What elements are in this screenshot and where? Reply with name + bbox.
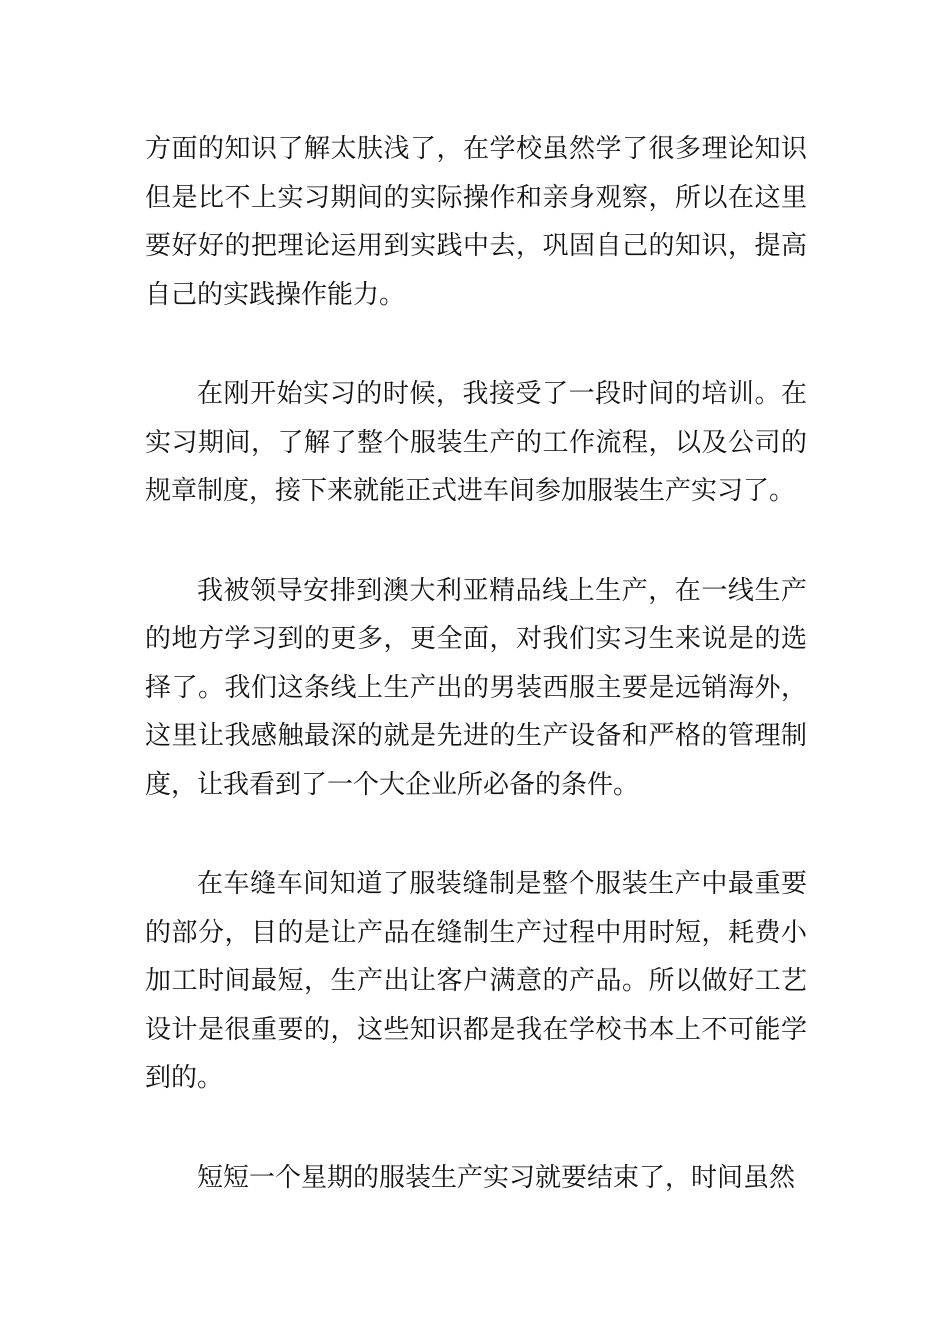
paragraph-3: 我被领导安排到澳大利亚精品线上生产，在一线生产的地方学习到的更多，更全面，对我们实习生来说是的选择了。我们这条线上生产出的男装西服主要是远销海外，这里让我感触最深的就是先进的生产设备和严格的管理制度，让我看到了一个大企业所必备的条件。 bbox=[145, 575, 807, 800]
paragraph-4: 在车缝车间知道了服装缝制是整个服装生产中最重要的部分，目的是让产品在缝制生产过程中用时短，耗费小加工时间最短，生产出让客户满意的产品。所以做好工艺设计是很重要的，这些知识都是我在学校书本上不可能学到的。 bbox=[145, 869, 807, 1093]
paragraph-1: 方面的知识了解太肤浅了，在学校虽然学了很多理论知识但是比不上实习期间的实际操作和亲身观察，所以在这里要好好的把理论运用到实践中去，巩固自己的知识，提高自己的实践操作能力。 bbox=[145, 134, 807, 310]
paragraph-5: 短短一个星期的服装生产实习就要结束了，时间虽然 bbox=[197, 1162, 796, 1193]
document-body bbox=[145, 125, 807, 1253]
paragraph-2: 在刚开始实习的时候，我接受了一段时间的培训。在实习期间，了解了整个服装生产的工作流程，以及公司的规章制度，接下来就能正式进车间参加服装生产实习了。 bbox=[145, 379, 807, 506]
